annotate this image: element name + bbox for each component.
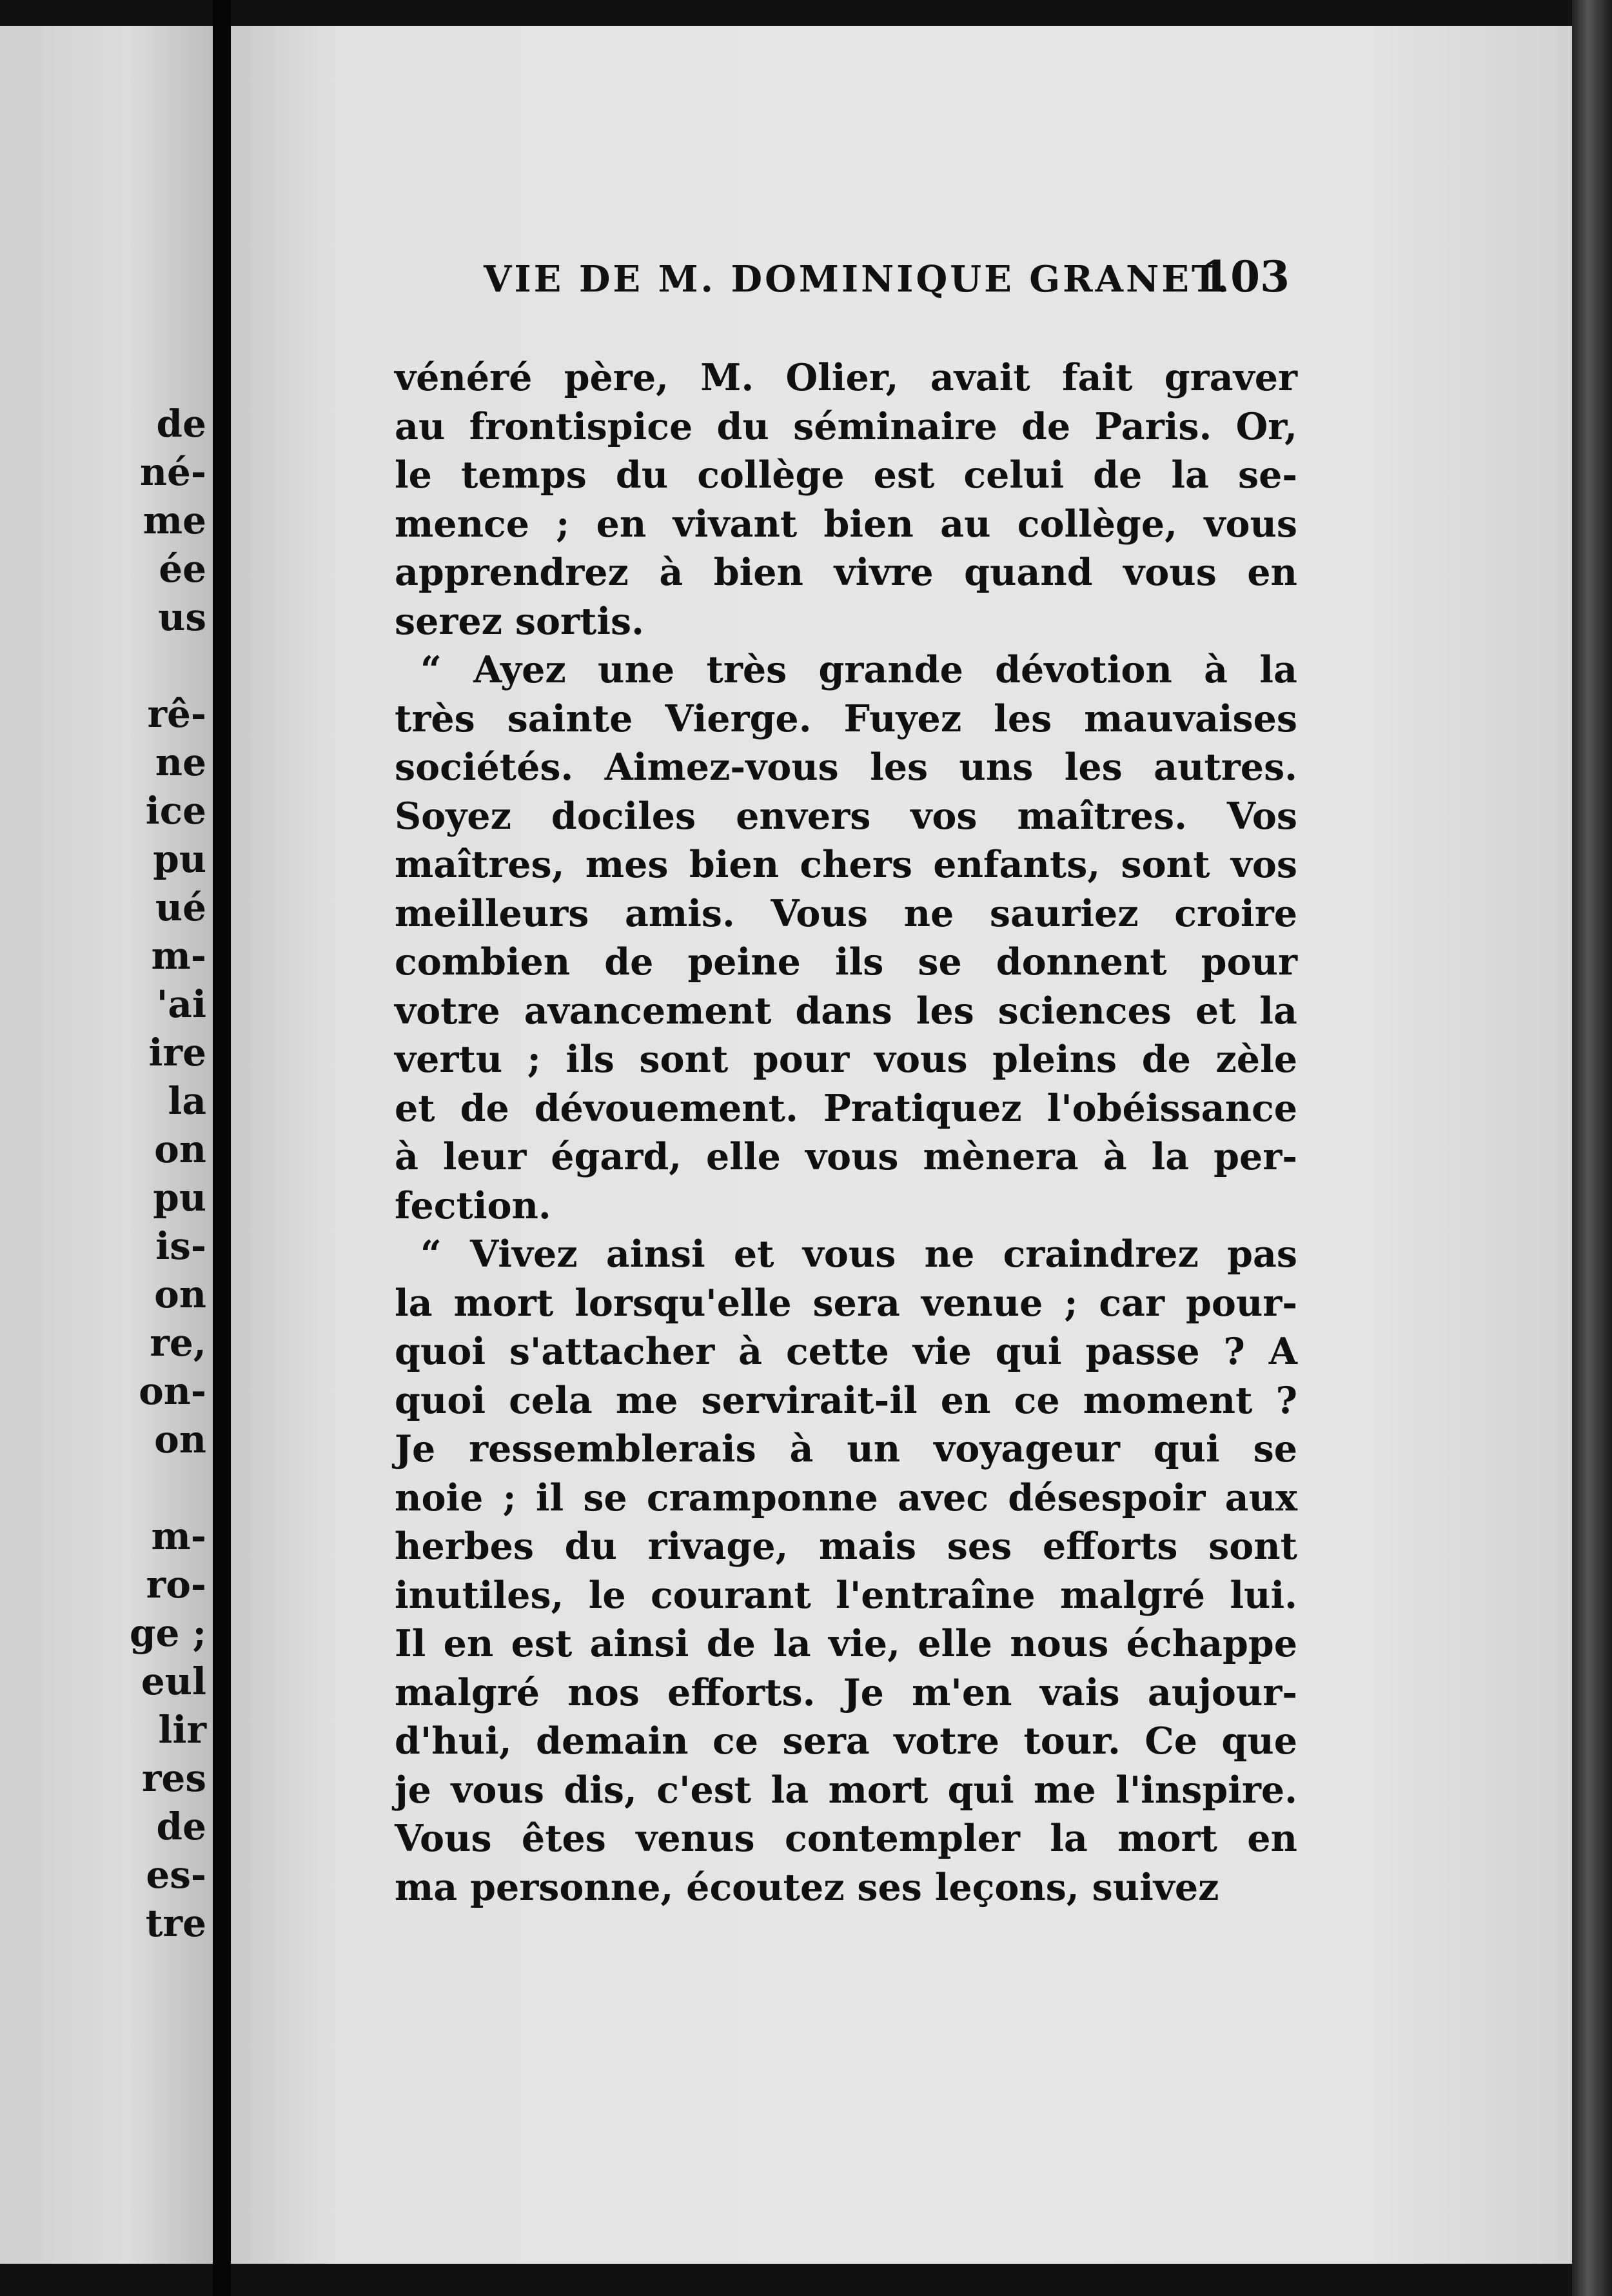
- margin-fragment: on: [154, 1418, 206, 1461]
- text-line: la mort lorsqu'elle sera venue ; car pour-: [395, 1281, 1297, 1325]
- margin-fragment: 'ai: [156, 982, 206, 1026]
- text-line: noie ; il se cramponne avec désespoir aux: [395, 1476, 1297, 1519]
- page-number: 103: [1201, 252, 1290, 302]
- book-gutter: [213, 0, 231, 2296]
- margin-fragment: ro-: [146, 1563, 206, 1607]
- margin-fragment: la: [168, 1079, 206, 1123]
- text-line: combien de peine ils se donnent pour: [395, 940, 1297, 984]
- text-line: je vous dis, c'est la mort qui me l'inspire.: [395, 1768, 1297, 1812]
- previous-page: [0, 26, 213, 2264]
- margin-fragment: es-: [146, 1853, 206, 1897]
- margin-fragment: ire: [148, 1031, 206, 1074]
- previous-page-margin-text: [0, 400, 206, 1948]
- text-line: mence ; en vivant bien au collège, vous: [395, 502, 1297, 546]
- text-line: vénéré père, M. Olier, avait fait graver: [395, 356, 1297, 399]
- margin-fragment: us: [158, 595, 206, 639]
- text-line: maîtres, mes bien chers enfants, sont vos: [395, 843, 1297, 886]
- margin-fragment: ée: [159, 547, 206, 591]
- margin-fragment: on-: [139, 1369, 206, 1413]
- text-line: fection.: [395, 1183, 551, 1227]
- margin-fragment: me: [143, 499, 206, 542]
- margin-fragment: ne: [155, 740, 206, 784]
- margin-fragment: [0, 642, 206, 690]
- text-line: Vous êtes venus contempler la mort en: [395, 1817, 1297, 1860]
- text-line: meilleurs amis. Vous ne sauriez croire: [395, 891, 1297, 935]
- text-line: quoi cela me servirait-il en ce moment ?: [395, 1378, 1297, 1422]
- margin-fragment: ice: [145, 789, 206, 833]
- margin-fragment: ge ;: [129, 1611, 206, 1655]
- text-line: très sainte Vierge. Fuyez les mauvaises: [395, 697, 1297, 740]
- margin-fragment: pu: [153, 837, 206, 881]
- text-line: ma personne, écoutez ses leçons, suivez: [395, 1865, 1219, 1909]
- text-line: apprendrez à bien vivre quand vous en: [395, 551, 1297, 594]
- text-line: malgré nos efforts. Je m'en vais aujour-: [395, 1670, 1297, 1714]
- text-line: et de dévouement. Pratiquez l'obéissance: [395, 1086, 1297, 1130]
- page-body-text: [395, 353, 1297, 1912]
- margin-fragment: né-: [139, 450, 206, 494]
- margin-fragment: m-: [151, 934, 206, 978]
- margin-fragment: rê-: [147, 692, 206, 736]
- text-line: Soyez dociles envers vos maîtres. Vos: [395, 794, 1297, 838]
- text-line: “ Ayez une très grande dévotion à la: [420, 648, 1297, 691]
- margin-fragment: pu: [153, 1176, 206, 1220]
- margin-fragment: lir: [158, 1708, 206, 1752]
- text-line: vertu ; ils sont pour vous pleins de zèle: [395, 1038, 1297, 1081]
- text-line: inutiles, le courant l'entraîne malgré lui.: [395, 1573, 1297, 1617]
- text-line: herbes du rivage, mais ses efforts sont: [395, 1525, 1297, 1568]
- margin-fragment: de: [156, 1805, 206, 1848]
- margin-fragment: eul: [141, 1659, 206, 1703]
- text-line: à leur égard, elle vous mènera à la per-: [395, 1135, 1297, 1178]
- margin-fragment: is-: [155, 1224, 206, 1268]
- text-line: quoi s'attacher à cette vie qui passe ? A: [395, 1330, 1297, 1373]
- margin-fragment: re,: [150, 1321, 206, 1365]
- text-line: “ Vivez ainsi et vous ne craindrez pas: [420, 1232, 1297, 1276]
- running-title: VIE DE M. DOMINIQUE GRANET.: [484, 258, 1232, 301]
- text-line: votre avancement dans les sciences et la: [395, 989, 1297, 1033]
- text-line: sociétés. Aimez-vous les uns les autres.: [395, 746, 1297, 789]
- margin-fragment: m-: [151, 1514, 206, 1558]
- margin-fragment: ué: [155, 886, 206, 929]
- book-cover-edge: [1572, 0, 1612, 2296]
- margin-fragment: on: [154, 1127, 206, 1171]
- page-header: [484, 252, 1290, 310]
- text-line: Il en est ainsi de la vie, elle nous échappe: [395, 1622, 1297, 1665]
- margin-fragment: de: [156, 402, 206, 446]
- text-line: le temps du collège est celui de la se-: [395, 453, 1297, 497]
- margin-fragment: on: [154, 1272, 206, 1316]
- margin-fragment: [0, 1464, 206, 1512]
- margin-fragment: res: [141, 1756, 206, 1800]
- text-line: Je ressemblerais à un voyageur qui se: [395, 1427, 1297, 1470]
- text-line: d'hui, demain ce sera votre tour. Ce que: [395, 1719, 1297, 1763]
- text-line: serez sortis.: [395, 599, 644, 643]
- margin-fragment: tre: [145, 1901, 206, 1945]
- text-line: au frontispice du séminaire de Paris. Or,: [395, 404, 1297, 448]
